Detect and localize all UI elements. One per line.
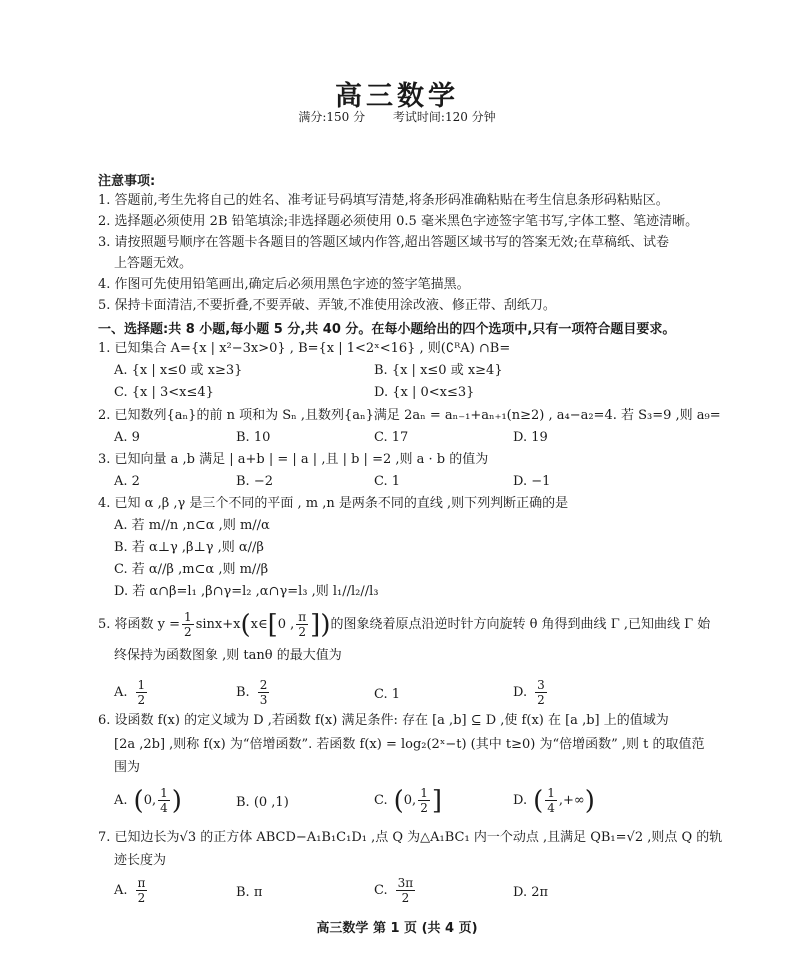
- question-5-option-d: D. $\frac{3}{2}$: [513, 678, 545, 707]
- question-1-option-c: C. {x | 3<x≤4}: [114, 385, 214, 400]
- page-footer: 高三数学 第 1 页 (共 4 页): [316, 921, 478, 936]
- question-5-domain-prefix: x∈: [250, 616, 268, 632]
- question-2-option-a: A. 9: [114, 430, 140, 445]
- question-1-option-a: A. {x | x≤0 或 x≥3}: [114, 363, 243, 378]
- exam-time: 考试时间:120 分钟: [392, 110, 496, 124]
- notice-item: 4. 作图可先使用铅笔画出,确定后必须用黑色字迹的签字笔描黑。: [98, 277, 470, 292]
- question-6-option-d: D. ( $\frac{1}{4}$ ,+∞ ): [513, 785, 595, 816]
- question-7-line1: 7. 已知边长为√3 的正方体 ABCD−A₁B₁C₁D₁ ,点 Q 为△A₁BC₁ 内一个动点 ,且满足 QB₁=√2 ,则点 Q 的轨: [98, 830, 723, 845]
- question-1-option-b: B. {x | x≤0 或 x≥4}: [374, 363, 503, 378]
- question-1-stem: 1. 已知集合 A={x | x²−3x>0} , B={x | 1<2ˣ<16} , 则(∁ᴿA) ∩B=: [98, 341, 511, 356]
- question-5-function-body: sinx+x: [195, 616, 241, 632]
- question-6-line3: 围为: [114, 760, 141, 775]
- exam-meta: [0, 108, 794, 125]
- question-7-line2: 迹长度为: [114, 853, 167, 868]
- question-5-domain-fraction: $\frac{\pi}{2}$: [298, 610, 307, 639]
- question-2-stem: 2. 已知数列{aₙ}的前 n 项和为 Sₙ ,且数列{aₙ}满足 2aₙ = aₙ₋₁+aₙ₊₁(n≥2) , a₄−a₂=4. 若 S₃=9 ,则 a₉=: [98, 408, 721, 423]
- question-6-option-b: B. (0 ,1): [236, 795, 289, 810]
- question-2-option-d: D. 19: [513, 430, 548, 445]
- question-5-option-b: B. $\frac{2}{3}$: [236, 678, 268, 707]
- question-7-option-d: D. 2π: [513, 885, 549, 900]
- question-4-option-a: A. 若 m//n ,n⊂α ,则 m//α: [114, 518, 270, 533]
- question-5-stem-end: 的图象绕着原点沿逆时针方向旋转 θ 角得到曲线 Γ ,已知曲线 Γ 始: [330, 616, 711, 632]
- question-3-option-b: B. −2: [236, 474, 273, 489]
- notice-item: 1. 答题前,考生先将自己的姓名、准考证号码填写清楚,将条形码准确粘贴在考生信息条形码粘贴区。: [98, 193, 669, 208]
- question-7-option-c: C. $\frac{3\pi}{2}$: [374, 876, 414, 905]
- notice-item: 5. 保持卡面清洁,不要折叠,不要弄破、弄皱,不准使用涂改液、修正带、刮纸刀。: [98, 298, 556, 313]
- notice-item: 3. 请按照题号顺序在答题卡各题目的答题区域内作答,超出答题区域书写的答案无效;在草稿纸、试卷: [98, 235, 670, 250]
- question-1-option-d: D. {x | 0<x≤3}: [374, 385, 475, 400]
- question-5-stem-start: 5. 将函数 y =: [98, 616, 181, 632]
- question-7-option-b: B. π: [236, 885, 263, 900]
- question-3-option-c: C. 1: [374, 474, 401, 489]
- question-5-option-a: A. $\frac{1}{2}$: [114, 678, 146, 707]
- question-3-stem: 3. 已知向量 a ,b 满足 | a+b | = | a | ,且 | b | =2 ,则 a · b 的值为: [98, 452, 489, 467]
- notice-item: 上答题无效。: [114, 256, 193, 271]
- exam-title: 高三数学: [335, 81, 459, 112]
- question-6-line2: [2a ,2b] ,则称 f(x) 为“倍增函数”. 若函数 f(x) = log₂(2ˣ−t) (其中 t≥0) 为“倍增函数” ,则 t 的取值范: [114, 737, 705, 752]
- question-5-stem-line2: 终保持为函数图象 ,则 tanθ 的最大值为: [114, 648, 342, 663]
- question-4-option-b: B. 若 α⊥γ ,β⊥γ ,则 α//β: [114, 540, 264, 555]
- question-3-option-a: A. 2: [114, 474, 140, 489]
- full-score: 满分:150 分: [298, 110, 366, 124]
- question-4-option-d: D. 若 α∩β=l₁ ,β∩γ=l₂ ,α∩γ=l₃ ,则 l₁//l₂//l₃: [114, 584, 379, 599]
- question-2-option-c: C. 17: [374, 430, 409, 445]
- question-6-line1: 6. 设函数 f(x) 的定义域为 D ,若函数 f(x) 满足条件: 存在 [a ,b] ⊆ D ,使 f(x) 在 [a ,b] 上的值域为: [98, 713, 669, 728]
- question-4-option-c: C. 若 α//β ,m⊂α ,则 m//β: [114, 562, 269, 577]
- notice-heading: 注意事项:: [98, 174, 156, 189]
- question-5-option-c: C. 1: [374, 687, 401, 702]
- question-6-option-a: A. ( 0, $\frac{1}{4}$ ): [114, 785, 182, 816]
- notice-item: 2. 选择题必须使用 2B 铅笔填涂;非选择题必须使用 0.5 毫米黑色字迹签字笔书写,字体工整、笔迹清晰。: [98, 214, 699, 229]
- question-2-option-b: B. 10: [236, 430, 271, 445]
- section-heading: 一、选择题:共 8 小题,每小题 5 分,共 40 分。在每小题给出的四个选项中,只有一项符合题目要求。: [98, 322, 676, 337]
- question-5-stem: 5. 将函数 y = $\frac{1}{2}$ sinx+x ( x∈ [ 0 , $\frac{\pi}{2}$ ]) 的图象绕着原点沿逆时针方向旋转 θ 角得到曲线 Γ ,已知曲线 Γ 始: [98, 609, 711, 640]
- question-5-coefficient-fraction: $\frac{1}{2}$: [184, 610, 192, 639]
- question-3-option-d: D. −1: [513, 474, 551, 489]
- question-6-option-c: C. ( 0, $\frac{1}{2}$ ]: [374, 785, 442, 816]
- question-4-stem: 4. 已知 α ,β ,γ 是三个不同的平面 , m ,n 是两条不同的直线 ,则下列判断正确的是: [98, 496, 569, 511]
- question-7-option-a: A. $\frac{\pi}{2}$: [114, 876, 146, 905]
